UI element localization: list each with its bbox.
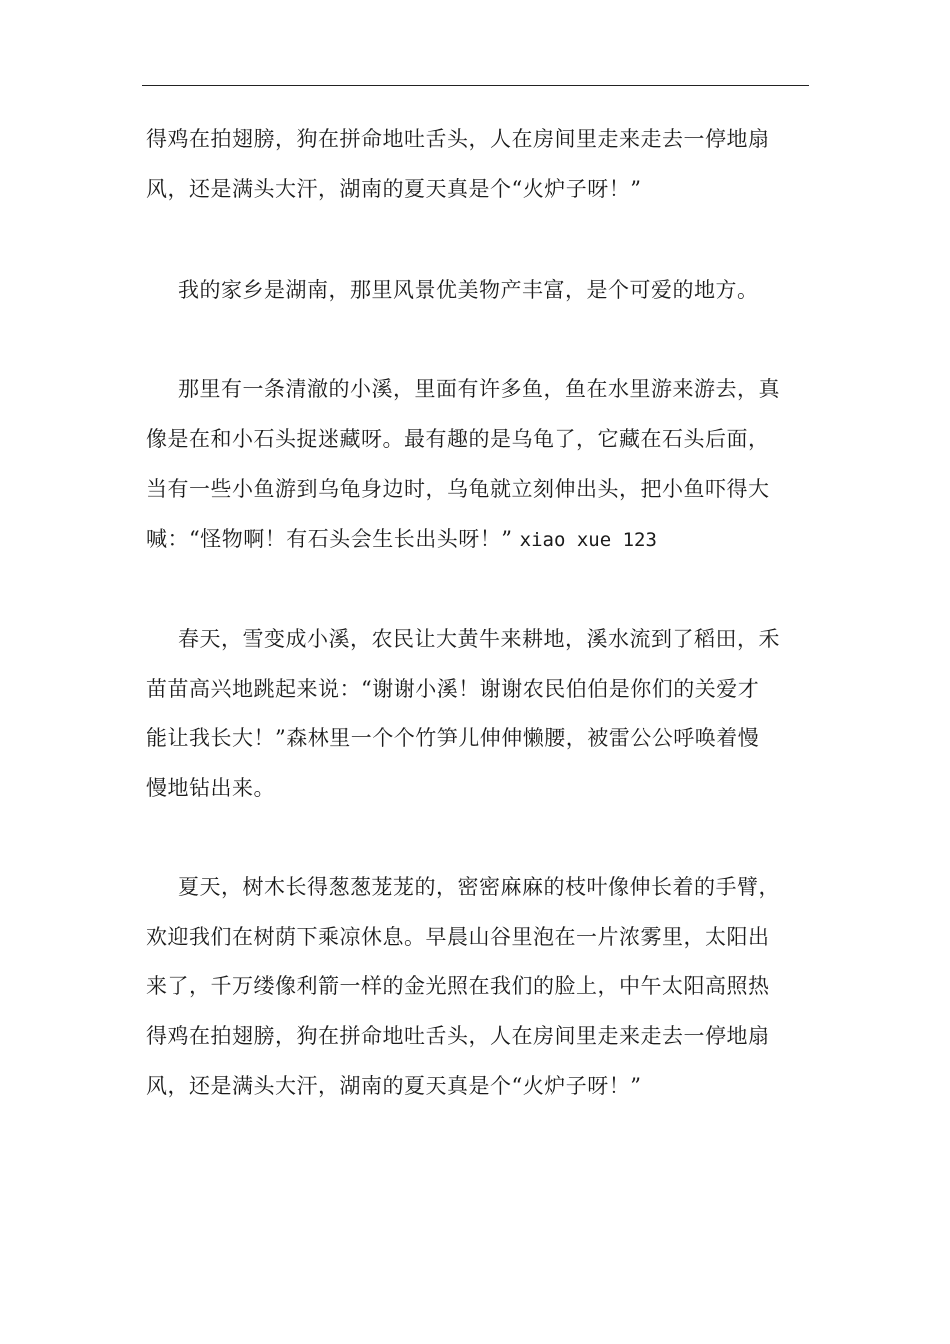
- header-rule: [142, 85, 809, 86]
- paragraph-line: [146, 524, 657, 555]
- paragraph-line: 当有一些小鱼游到乌龟身边时，乌龟就立刻伸出头，把小鱼吓得大: [146, 477, 770, 501]
- paragraph-line: 我的家乡是湖南，那里风景优美物产丰富，是个可爱的地方。: [178, 278, 759, 302]
- inline-latin-text: xiao xue 123: [519, 529, 657, 551]
- paragraph-line: 能让我长大！”森林里一个个竹笋儿伸伸懒腰，被雷公公呼唤着慢: [146, 726, 760, 750]
- paragraph-line: 像是在和小石头捉迷藏呀。最有趣的是乌龟了，它藏在石头后面，: [146, 427, 770, 451]
- paragraph-line: 春天，雪变成小溪，农民让大黄牛来耕地，溪水流到了稻田，禾: [178, 627, 780, 651]
- paragraph-line-text: 喊：“怪物啊！有石头会生长出头呀！”: [146, 527, 513, 551]
- paragraph-line: 风，还是满头大汗，湖南的夏天真是个“火炉子呀！”: [146, 1074, 642, 1098]
- paragraph-line: 欢迎我们在树荫下乘凉休息。早晨山谷里泡在一片浓雾里，太阳出: [146, 925, 770, 949]
- paragraph-line: 那里有一条清澈的小溪，里面有许多鱼，鱼在水里游来游去，真: [178, 377, 780, 401]
- paragraph-line: 苗苗高兴地跳起来说：“谢谢小溪！谢谢农民伯伯是你们的关爱才: [146, 677, 760, 701]
- paragraph-line: 得鸡在拍翅膀，狗在拼命地吐舌头，人在房间里走来走去一停地扇: [146, 127, 770, 151]
- paragraph-line: 得鸡在拍翅膀，狗在拼命地吐舌头，人在房间里走来走去一停地扇: [146, 1024, 770, 1048]
- paragraph-line: 夏天，树木长得葱葱茏茏的，密密麻麻的枝叶像伸长着的手臂，: [178, 875, 780, 899]
- paragraph-line: 慢地钻出来。: [146, 776, 275, 800]
- paragraph-line: 来了，千万缕像利箭一样的金光照在我们的脸上，中午太阳高照热: [146, 974, 770, 998]
- paragraph-line: 风，还是满头大汗，湖南的夏天真是个“火炉子呀！”: [146, 177, 642, 201]
